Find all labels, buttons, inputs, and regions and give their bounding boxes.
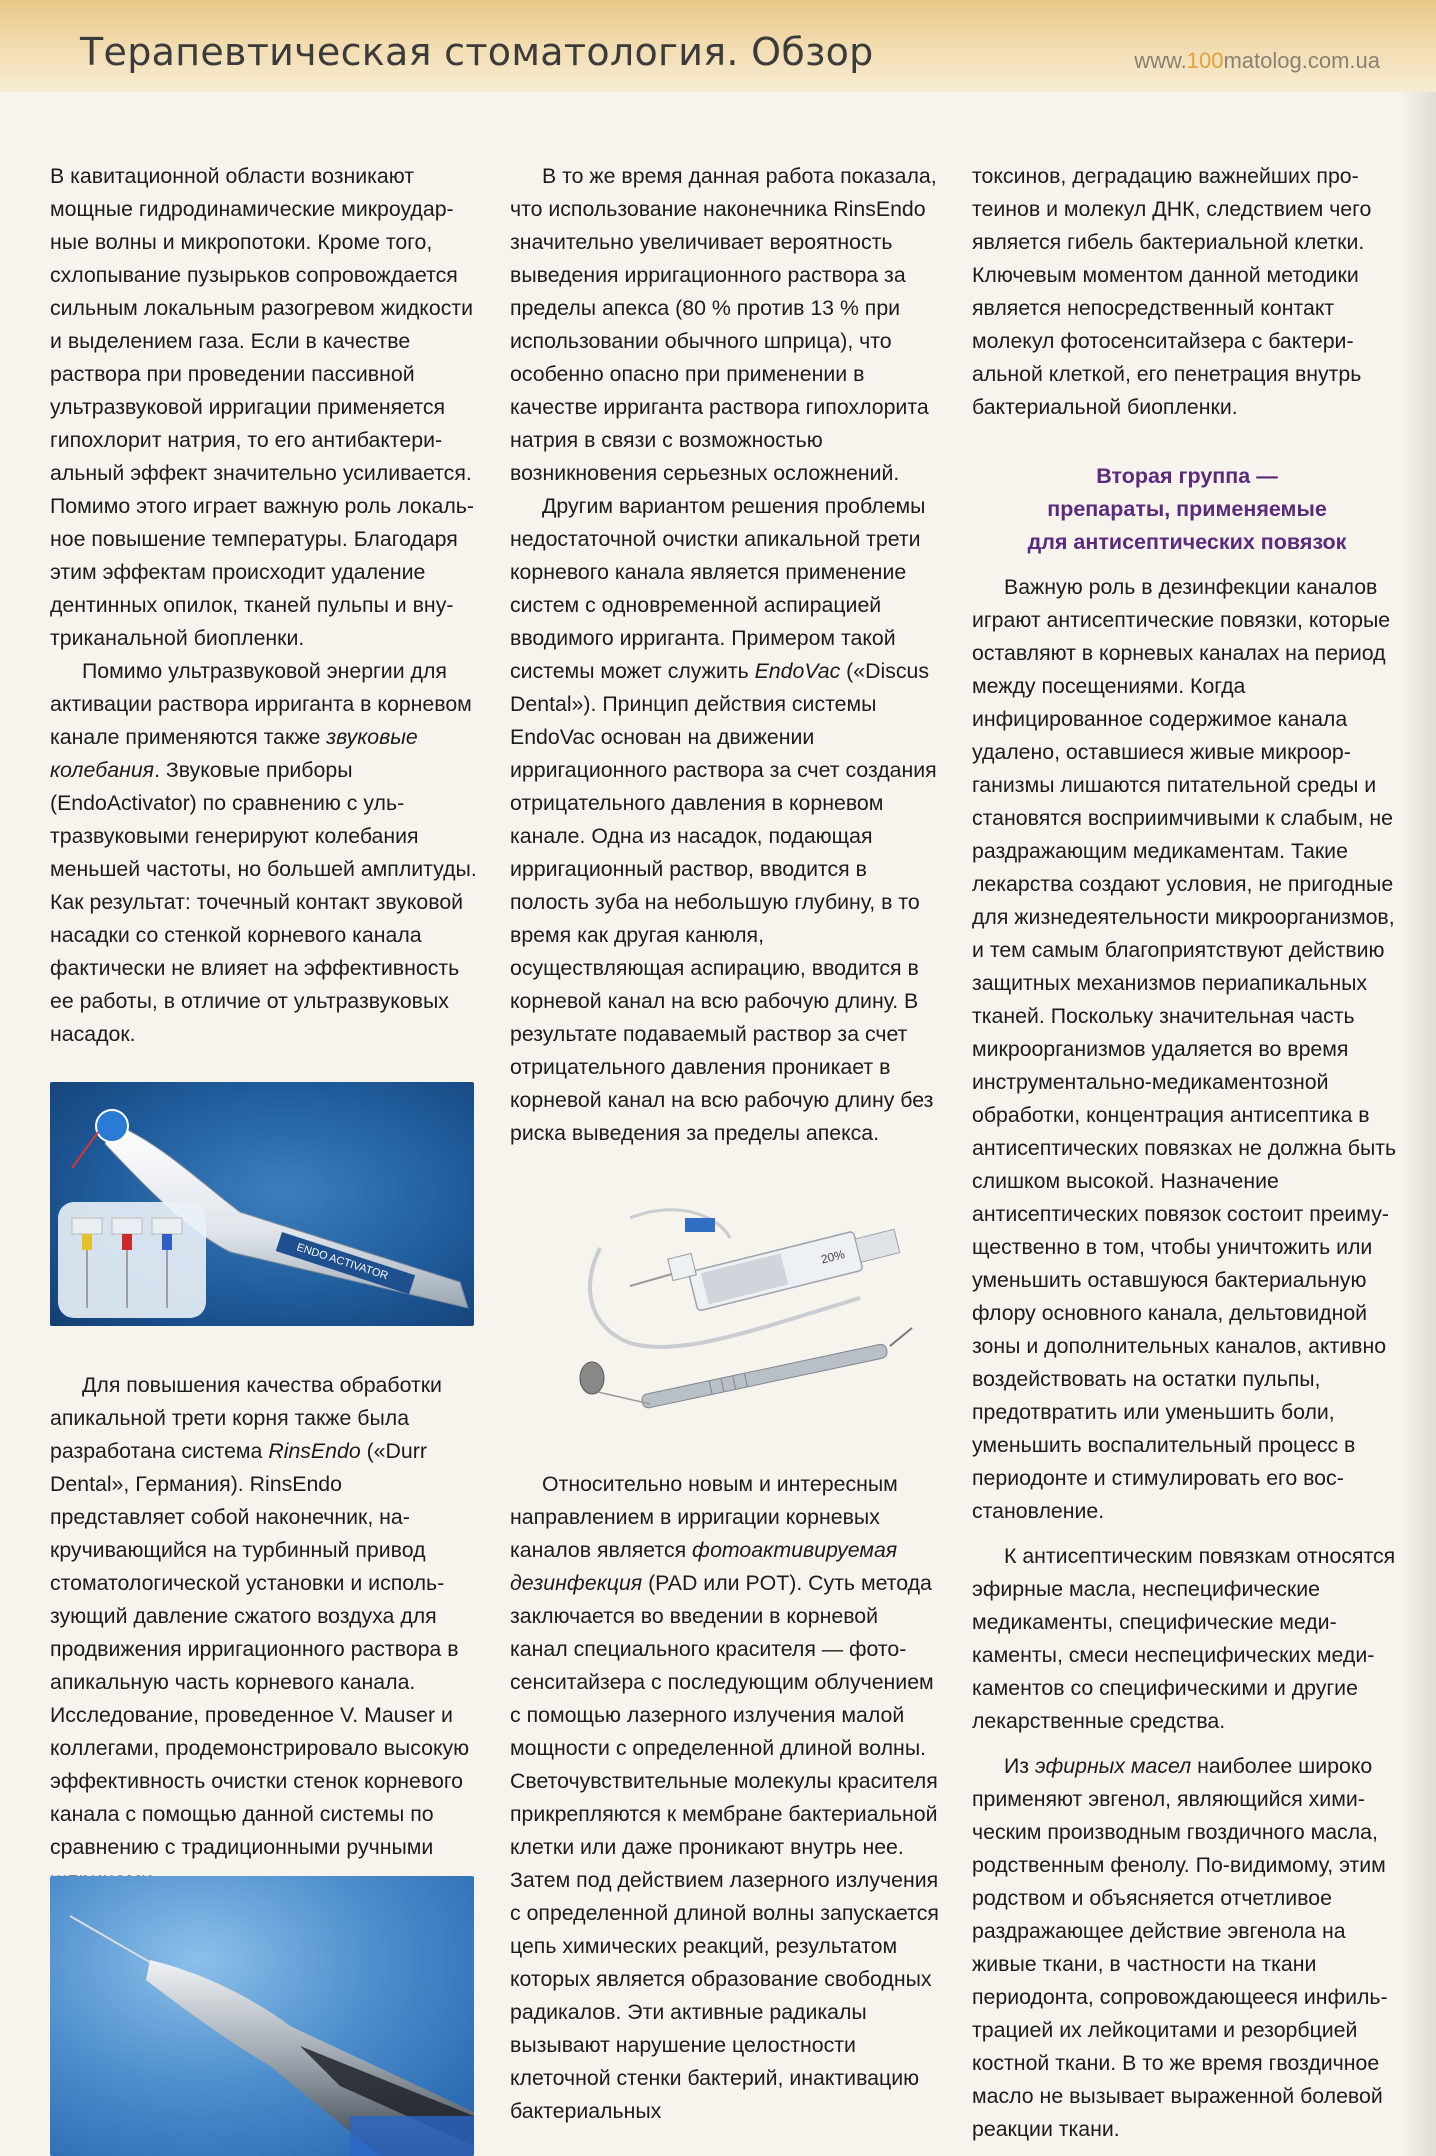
endovac-illustration [560, 1178, 920, 1458]
page-gutter-shadow [1400, 92, 1436, 2156]
subheading-line: Вторая группа — [1096, 464, 1278, 488]
subheading-line: препараты, применяемые [1047, 497, 1327, 521]
emphasis-term: звуковые колебания [50, 725, 418, 782]
paragraph-essential-oils [972, 1750, 1402, 2146]
article-column-1 [50, 160, 480, 1897]
paragraph-antiseptic-dressings: Важную роль в дезинфекции каналов играют антисептические повязки, которые оставляют в корневых каналах на период между посещениями. Когда инфицированное содержимое канала удалено, оставшиеся живые микроорганизмы лишаются питательной среды и становятся восприимчивыми к слабым, не раздражающим медикаментам. Такие лекарства создают условия, не пригодные для жизнедеятельности микроорганизмов, и тем самым благоприятствуют действию защитных механизмов периапикальных тканей. Поскольку значительная часть микроорганизмов удаляется во время инструментально-медикаментозной обработки, концентрация антисептика в антисептических повязках не должна быть слишком высокой. Назначение антисептических повязок состоит преимущественно в том, чтобы уничтожить или уменьшить оставшуюся бактериальную флору основного канала, дельтовидной зоны и дополнительных каналов, активно воздействовать на остатки пульпы, предотвратить или уменьшить боли, уменьшить воспалительный процесс в периодонте и стимулировать его восстановление. [972, 575, 1397, 1523]
endo-activator-label: ENDO ACTIVATOR [295, 1241, 390, 1283]
text-run: Для повышения качества обработки апикальной трети корня также была разработана система [50, 1373, 442, 1463]
paragraph-dressing-types: К антисептическим повязкам относятся эфирные масла, неспецифические медикаменты, специфические медикаменты, смеси неспецифических медикаментов со специфическими и другие лекарственные средства. [972, 1544, 1396, 1733]
emphasis-term: RinsEndo [268, 1439, 361, 1463]
paragraph-photoactivated [510, 1468, 940, 2128]
paragraph-cavitation: В кавитационной области возникают мощные гидродинамические микроударные волны и микропотоки. Кроме того, схлопывание пузырьков сопровождается сильным локальным разогревом жидкости и выделением газа. Если в качестве раствора при проведении пассивной ультразвуковой ирригации применяется гипохлорит натрия, то его антибактериальный эффект значительно усиливается. Помимо этого играет важную роль локальное повышение температуры. Благодаря этим эффектам происходит удаление дентинных опилок, тканей пульпы и внутриканальной биопленки. [50, 164, 474, 650]
text-run: («Durr Dental», Германия). RinsEndo представляет собой наконечник, накручивающийся на турбинный привод стоматологической установки и использующий давление сжатого воздуха для продвижения ирригационного раствора в апикальную часть корневого канала. Исследование, проведенное V. Mauser и коллегами, продемонстрировало высокую эффективность очистки стенок корневого канала с помощью данной системы по сравнению с традиционными ручными [50, 1439, 470, 1859]
section-title: Терапевтическая стоматология. Обзор [80, 30, 874, 74]
endovac-syringe-system-photo [560, 1178, 920, 1458]
text-run: Относительно новым и интересным направлением в ирригации корневых каналов является [510, 1472, 898, 1562]
site-url-highlight: 100 [1186, 48, 1224, 73]
emphasis-term: фотоактивируемая дезинфекция [510, 1538, 898, 1595]
site-url-suffix: matolog.com.ua [1223, 48, 1380, 73]
paragraph-bacterial-death: токсинов, деградацию важнейших протеинов и молекул ДНК, следствием чего является гибель бактериальной клетки. Ключевым моментом данной методики является непосредственный контакт молекул фотосенситайзера с бактериальной клеткой, его пенетрация внутрь бактериальной биопленки. [972, 164, 1372, 419]
header-band [0, 0, 1436, 92]
paragraph-sonic [50, 655, 480, 1051]
subheading-second-group [972, 460, 1402, 559]
site-url [1134, 48, 1380, 74]
rinsendo-illustration [50, 1876, 474, 2156]
rinsendo-handpiece-photo [50, 1876, 474, 2156]
paragraph-endovac [510, 490, 940, 1150]
article-column-2 [510, 160, 940, 2128]
site-url-prefix: www. [1134, 48, 1187, 73]
subheading-line: для антисептических повязок [1027, 530, 1347, 554]
paragraph-rinsendo [50, 1369, 480, 1897]
text-run: (PAD или POT). Суть метода заключается во введении в корневой канал специального красителя — фотосенситайзера с последующим облучением с помощью лазерного излучения малой мощности с определенной длиной волны. Светочувствительные молекулы красителя прикрепляются к мембране бактериальной клетки или даже проникают внутрь нее. Затем под действием лазерного излучения с определенной длиной волны запускается цепь химических реакций, результатом которых является образование свободных радикалов. Эти активные радикалы вызывают нарушение целостности клеточной стенки бактерий, инактивацию бактериальных [510, 1571, 939, 2123]
text-run: Другим вариантом решения проблемы недостаточной очистки апикальной трети корневого канала является применение систем с одновременной аспирацией вводимого ирриганта. Примером такой системы может служить [510, 494, 926, 683]
text-run: («Discus Dental»). Принцип действия системы EndoVac основан на движении ирригационного раствора за счет создания отрицательного давления в корневом канале. Одна из насадок, подающая ирригационный раствор, вводится в полость зуба на небольшую глубину, в то время как другая канюля, осуществляющая аспирацию, вводится в корневой канал на всю рабочую длину. В результате подаваемый раствор за счет отрицательного давления проникает в корневой канал на всю рабочую длину без риска выведения за пределы апекса. [510, 659, 937, 1145]
paragraph-rinsendo-risk: В то же время данная работа показала, что использование наконечника RinsEndo значительно увеличивает вероятность выведения ирригационного раствора за пределы апекса (80 % против 13 % при использовании обычного шприца), что особенно опасно при применении в качестве ирриганта раствора гипохлорита натрия в связи с возможностью возникновения серьезных осложнений. [510, 164, 937, 485]
text-run: Помимо ультразвуковой энергии для активации раствора ирриганта в корневом канале применяются также [50, 659, 472, 749]
syringe-scale-label: 20% [819, 1247, 847, 1267]
endo-activator-illustration [50, 1082, 474, 1326]
text-run: . Звуковые приборы (EndoActivator) по сравнению с ультразвуковыми генерируют колебания меньшей частоты, но большей амплитуды. Как результат: точечный контакт звуковой насадки со стенкой корневого канала фактически не влияет на эффективность ее работы, в отличие от ультразвуковых насадок. [50, 758, 477, 1046]
text-run: наиболее широко применяют эвгенол, являющийся химическим производным гвоздичного масла, родственным фенолу. По-видимому, этим родством и объясняется отчетливое раздражающее действие эвгенола на живые ткани, в частности на ткани периодонта, сопровождающееся инфильтрацией их лейкоцитами и резорбцией костной ткани. В то же время гвоздичное масло не вызывает выраженной болевой реакции ткани. [972, 1754, 1388, 2141]
emphasis-term: эфирных масел [1035, 1754, 1192, 1778]
text-run: Из [1004, 1754, 1035, 1778]
emphasis-term: EndoVac [754, 659, 841, 683]
endo-activator-handpiece-photo [50, 1082, 474, 1326]
article-column-3 [972, 160, 1402, 2146]
